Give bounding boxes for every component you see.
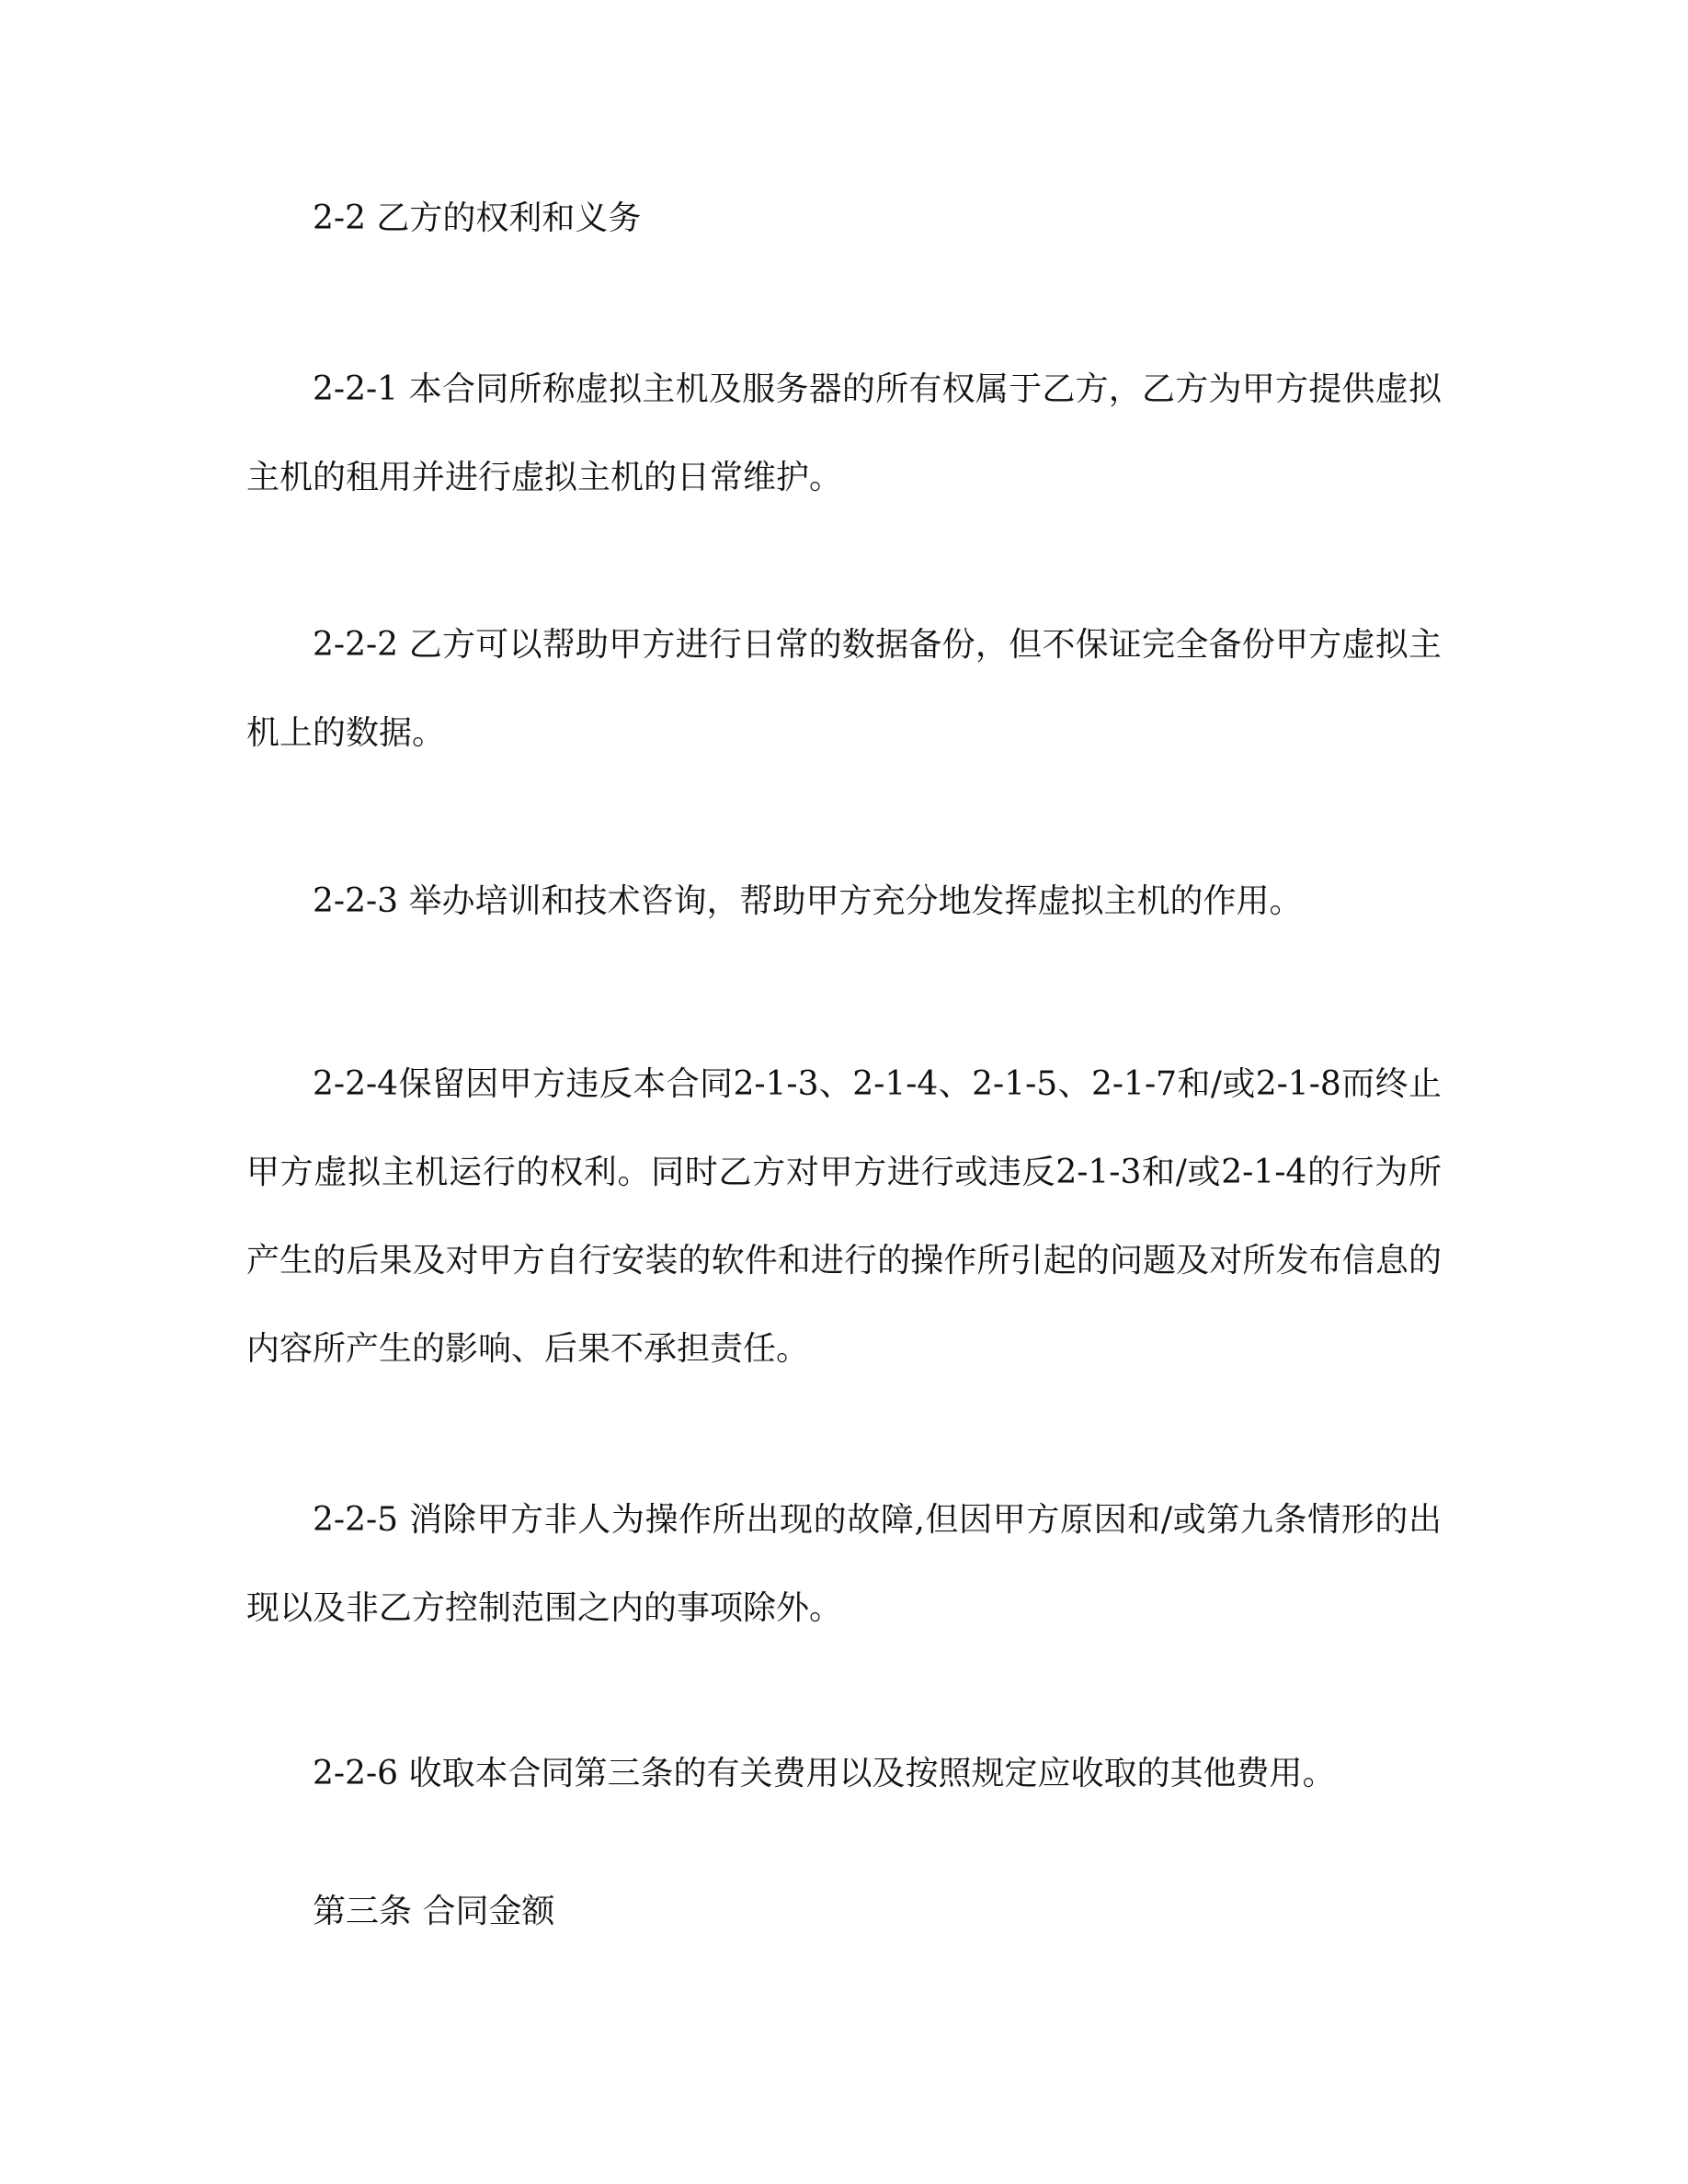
- clause-2-2-3: 2-2-3 举办培训和技术咨询，帮助甲方充分地发挥虚拟主机的作用。: [313, 882, 1303, 920]
- clause-2-2-2: 2-2-2 乙方可以帮助甲方进行日常的数据备份，但不保证完全备份甲方虚拟主机上的数据。: [246, 626, 1442, 752]
- clause-2-2-4: 2-2-4保留因甲方违反本合同2-1-3、2-1-4、2-1-5、2-1-7和/或2-1-8而终止甲方虚拟主机运行的权利。同时乙方对甲方进行或违反2-1-3和/或2-1-4的行为所产生的后果及对甲方自行安装的软件和进行的操作所引起的问题及对所发布信息的内容所产生的影响、后果不承担责任。: [246, 1065, 1442, 1368]
- article-3-heading: 第三条 合同金额: [313, 1893, 555, 1930]
- clause-2-2-6: 2-2-6 收取本合同第三条的有关费用以及按照规定应收取的其他费用。: [313, 1755, 1336, 1792]
- clause-2-2-1: 2-2-1 本合同所称虚拟主机及服务器的所有权属于乙方，乙方为甲方提供虚拟主机的租用并进行虚拟主机的日常维护。: [246, 370, 1442, 496]
- section-heading-2-2: 2-2 乙方的权利和义务: [313, 199, 642, 237]
- clause-2-2-5: 2-2-5 消除甲方非人为操作所出现的故障,但因甲方原因和/或第九条情形的出现以及非乙方控制范围之内的事项除外。: [246, 1501, 1442, 1627]
